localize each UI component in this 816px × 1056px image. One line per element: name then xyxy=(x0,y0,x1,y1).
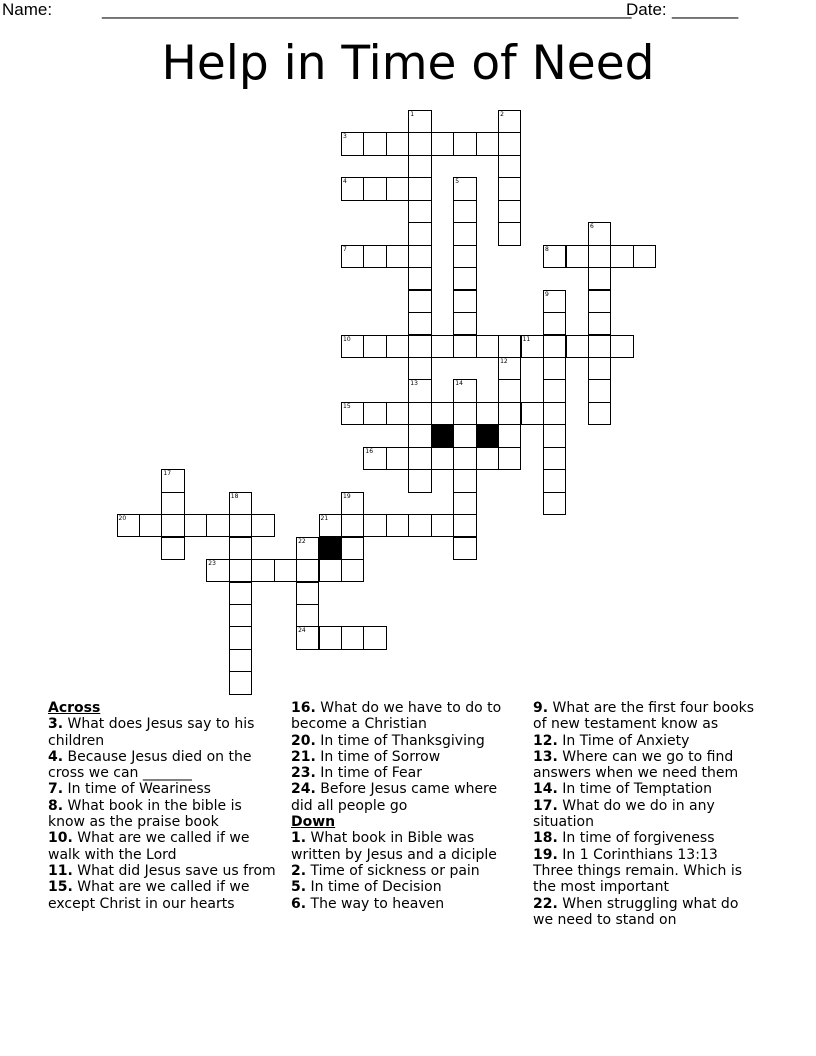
across-heading: Across xyxy=(48,700,101,716)
clue-number-4: 4 xyxy=(343,178,347,186)
grid-cell[interactable] xyxy=(588,267,611,290)
clue-across-7: 7. In time of Weariness xyxy=(48,781,211,798)
grid-cell[interactable] xyxy=(341,402,364,425)
grid-cell[interactable] xyxy=(363,177,386,200)
grid-cell[interactable] xyxy=(229,604,252,627)
grid-cell[interactable] xyxy=(543,424,566,447)
grid-cell[interactable] xyxy=(363,626,386,649)
clue-across-8: 8. What book in the bible is know as the praise book xyxy=(48,797,242,831)
grid-cell[interactable] xyxy=(386,402,409,425)
grid-cell[interactable] xyxy=(386,132,409,155)
grid-cell[interactable] xyxy=(453,335,476,358)
clue-across-16: 16. What do we have to do to become a Christian xyxy=(291,700,502,733)
grid-cell[interactable] xyxy=(498,379,521,402)
grid-cell[interactable] xyxy=(341,537,364,560)
grid-cell[interactable] xyxy=(408,245,431,268)
grid-cell[interactable] xyxy=(139,514,162,537)
clue-across-3: 3. What does Jesus say to his children xyxy=(48,716,255,749)
clue-across-24: 24. Before Jesus came where did all people go xyxy=(291,781,498,814)
grid-cell[interactable] xyxy=(363,514,386,537)
grid-cell[interactable] xyxy=(498,357,521,380)
grid-cell[interactable] xyxy=(453,447,476,470)
clue-number-23: 23 xyxy=(208,560,216,567)
clue-across-11: 11. What did Jesus save us from xyxy=(48,862,276,879)
down-heading: Down xyxy=(291,814,336,831)
grid-cell[interactable] xyxy=(453,492,476,515)
grid-cell[interactable] xyxy=(408,357,431,380)
name-label: Name: xyxy=(2,0,53,19)
clue-down-13: 13. Where can we go to find answers when we need them xyxy=(533,748,739,782)
grid-cell[interactable] xyxy=(386,514,409,537)
grid-cell[interactable] xyxy=(363,447,386,470)
grid-cell[interactable] xyxy=(386,447,409,470)
clue-column-2 xyxy=(291,700,519,912)
grid-cell[interactable] xyxy=(633,245,656,268)
grid-cell[interactable] xyxy=(274,559,297,582)
grid-cell[interactable] xyxy=(229,582,252,605)
grid-cell[interactable] xyxy=(498,402,521,425)
grid-cell[interactable] xyxy=(498,222,521,245)
black-cell xyxy=(319,537,342,560)
clue-number-17: 17 xyxy=(163,470,172,478)
clue-down-19: 19. In 1 Corinthians 13:13 Three things remain. Which is the most important xyxy=(533,846,743,896)
grid-cell[interactable] xyxy=(543,335,566,358)
grid-cell[interactable] xyxy=(408,132,431,155)
clue-number-5: 5 xyxy=(455,178,460,186)
grid-cell[interactable] xyxy=(341,559,364,582)
grid-cell[interactable] xyxy=(498,155,521,178)
clue-number-18: 18 xyxy=(230,492,239,500)
grid-cell[interactable] xyxy=(408,177,431,200)
clue-number-24: 24 xyxy=(298,627,306,635)
grid-cell[interactable] xyxy=(296,537,319,560)
grid-cell[interactable] xyxy=(453,132,476,155)
grid-cell[interactable] xyxy=(408,290,431,313)
grid-cell[interactable] xyxy=(229,671,252,694)
grid-cell[interactable] xyxy=(498,200,521,223)
grid-cell[interactable] xyxy=(431,132,454,155)
grid-cell[interactable] xyxy=(341,335,364,358)
grid-cell[interactable] xyxy=(341,245,364,268)
grid-cell[interactable] xyxy=(251,514,274,537)
grid-cell[interactable] xyxy=(161,514,184,537)
grid-cell[interactable] xyxy=(610,335,633,358)
clue-number-15: 15 xyxy=(343,402,351,410)
grid-cell[interactable] xyxy=(363,245,386,268)
clue-across-4: 4. Because Jesus died on the cross we can _______ xyxy=(48,748,252,782)
grid-cell[interactable] xyxy=(588,357,611,380)
grid-cell[interactable] xyxy=(453,537,476,560)
grid-cell[interactable] xyxy=(498,424,521,447)
grid-cell[interactable] xyxy=(408,155,431,178)
grid-cell[interactable] xyxy=(453,245,476,268)
clue-down-17: 17. What do we do in any situation xyxy=(533,797,715,831)
grid-cell[interactable] xyxy=(386,335,409,358)
clue-down-2: 2. Time of sickness or pain xyxy=(291,862,480,879)
grid-cell[interactable] xyxy=(341,514,364,537)
grid-cell[interactable] xyxy=(408,402,431,425)
grid-cell[interactable] xyxy=(476,402,499,425)
grid-cell[interactable] xyxy=(498,132,521,155)
grid-cell[interactable] xyxy=(453,514,476,537)
grid-cell[interactable] xyxy=(319,514,342,537)
grid-cell[interactable] xyxy=(408,447,431,470)
grid-cell[interactable] xyxy=(341,626,364,649)
grid-cell[interactable] xyxy=(543,379,566,402)
grid-cell[interactable] xyxy=(453,469,476,492)
grid-cell[interactable] xyxy=(408,267,431,290)
clue-number-6: 6 xyxy=(590,223,594,231)
clue-across-15: 15. What are we called if we except Christ in our hearts xyxy=(48,879,250,912)
grid-cell[interactable] xyxy=(588,290,611,313)
clue-number-12: 12 xyxy=(500,357,508,365)
clue-across-20: 20. In time of Thanksgiving xyxy=(291,732,485,749)
grid-cell[interactable] xyxy=(498,447,521,470)
grid-cell[interactable] xyxy=(408,379,431,402)
grid-cell[interactable] xyxy=(453,290,476,313)
clue-number-14: 14 xyxy=(455,380,463,388)
grid-cell[interactable] xyxy=(296,559,319,582)
clue-down-18: 18. In time of forgiveness xyxy=(533,830,715,847)
grid-cell[interactable] xyxy=(476,335,499,358)
grid-cell[interactable] xyxy=(161,492,184,515)
grid-cell[interactable] xyxy=(566,245,589,268)
grid-cell[interactable] xyxy=(453,312,476,335)
grid-cell[interactable] xyxy=(588,335,611,358)
grid-cell[interactable] xyxy=(408,424,431,447)
grid-cell[interactable] xyxy=(453,222,476,245)
grid-cell[interactable] xyxy=(408,514,431,537)
puzzle-title: Help in Time of Need xyxy=(161,36,655,91)
clue-number-3: 3 xyxy=(343,133,347,141)
clue-number-20: 20 xyxy=(118,515,127,523)
clue-column-3 xyxy=(533,700,761,928)
grid-cell[interactable] xyxy=(117,514,140,537)
grid-cell[interactable] xyxy=(408,222,431,245)
grid-cell[interactable] xyxy=(498,110,521,133)
grid-cell[interactable] xyxy=(386,177,409,200)
grid-cell[interactable] xyxy=(431,447,454,470)
grid-cell[interactable] xyxy=(408,110,431,133)
grid-cell[interactable] xyxy=(229,537,252,560)
grid-cell[interactable] xyxy=(566,335,589,358)
grid-cell[interactable] xyxy=(341,492,364,515)
grid-cell[interactable] xyxy=(543,492,566,515)
grid-cell[interactable] xyxy=(610,245,633,268)
clue-down-12: 12. In Time of Anxiety xyxy=(533,732,690,749)
grid-cell[interactable] xyxy=(161,469,184,492)
clue-down-1: 1. What book in Bible was written by Jesus and a diciple xyxy=(291,830,497,863)
clue-across-21: 21. In time of Sorrow xyxy=(291,748,441,765)
clue-down-9: 9. What are the first four books of new testament know as xyxy=(533,700,755,733)
name-blank[interactable]: ________________________________________________________ xyxy=(102,0,632,19)
grid-cell[interactable] xyxy=(588,245,611,268)
grid-cell[interactable] xyxy=(296,626,319,649)
grid-cell[interactable] xyxy=(206,559,229,582)
grid-cell[interactable] xyxy=(408,200,431,223)
grid-cell[interactable] xyxy=(453,267,476,290)
clue-number-10: 10 xyxy=(343,335,351,343)
clue-number-19: 19 xyxy=(343,492,351,500)
grid-cell[interactable] xyxy=(498,335,521,358)
grid-cell[interactable] xyxy=(431,335,454,358)
clue-down-22: 22. When struggling what do we need to stand on xyxy=(533,895,739,928)
grid-cell[interactable] xyxy=(229,492,252,515)
grid-cell[interactable] xyxy=(251,559,274,582)
clue-across-23: 23. In time of Fear xyxy=(291,765,422,782)
grid-cell[interactable] xyxy=(341,177,364,200)
grid-cell[interactable] xyxy=(363,132,386,155)
grid-cell[interactable] xyxy=(184,514,207,537)
clue-list xyxy=(0,700,816,1040)
clue-down-5: 5. In time of Decision xyxy=(291,879,442,896)
grid-cell[interactable] xyxy=(341,132,364,155)
grid-cell[interactable] xyxy=(453,424,476,447)
grid-cell[interactable] xyxy=(229,649,252,672)
clue-down-6: 6. The way to heaven xyxy=(291,895,445,912)
clue-number-16: 16 xyxy=(365,447,374,455)
grid-cell[interactable] xyxy=(543,402,566,425)
clue-number-2: 2 xyxy=(500,111,504,118)
grid-cell[interactable] xyxy=(543,245,566,268)
grid-cell[interactable] xyxy=(521,335,544,358)
clue-number-8: 8 xyxy=(545,245,549,253)
grid-cell[interactable] xyxy=(588,312,611,335)
grid-cell[interactable] xyxy=(476,132,499,155)
grid-cell[interactable] xyxy=(588,222,611,245)
grid-cell[interactable] xyxy=(431,402,454,425)
clue-number-7: 7 xyxy=(343,245,347,253)
grid-cell[interactable] xyxy=(453,177,476,200)
grid-cell[interactable] xyxy=(229,626,252,649)
grid-cell[interactable] xyxy=(453,379,476,402)
black-cell xyxy=(431,424,454,447)
grid-cell[interactable] xyxy=(229,559,252,582)
grid-cell[interactable] xyxy=(521,402,544,425)
grid-cell[interactable] xyxy=(408,469,431,492)
black-cell xyxy=(476,424,499,447)
grid-cell[interactable] xyxy=(296,582,319,605)
grid-cell[interactable] xyxy=(543,447,566,470)
grid-cell[interactable] xyxy=(161,537,184,560)
clue-number-1: 1 xyxy=(410,111,415,118)
grid-cell[interactable] xyxy=(543,357,566,380)
grid-cell[interactable] xyxy=(386,245,409,268)
grid-cell[interactable] xyxy=(363,402,386,425)
grid-cell[interactable] xyxy=(543,469,566,492)
grid-cell[interactable] xyxy=(319,559,342,582)
grid-cell[interactable] xyxy=(453,200,476,223)
grid-cell[interactable] xyxy=(476,447,499,470)
clue-number-22: 22 xyxy=(298,537,306,545)
grid-cell[interactable] xyxy=(408,335,431,358)
clue-number-11: 11 xyxy=(522,335,531,343)
grid-cell[interactable] xyxy=(543,290,566,313)
grid-cell[interactable] xyxy=(408,312,431,335)
grid-cell[interactable] xyxy=(296,604,319,627)
grid-cell[interactable] xyxy=(588,402,611,425)
clue-number-21: 21 xyxy=(320,515,329,523)
grid-cell[interactable] xyxy=(363,335,386,358)
grid-cell[interactable] xyxy=(498,177,521,200)
date-blank[interactable]: _______ xyxy=(672,0,739,19)
clue-number-13: 13 xyxy=(410,380,418,388)
clue-across-10: 10. What are we called if we walk with the Lord xyxy=(48,830,250,863)
grid-cell[interactable] xyxy=(543,312,566,335)
grid-cell[interactable] xyxy=(206,514,229,537)
grid-cell[interactable] xyxy=(319,626,342,649)
clue-number-9: 9 xyxy=(545,290,549,298)
clue-down-14: 14. In time of Temptation xyxy=(533,781,712,798)
date-label: Date: xyxy=(626,0,667,19)
grid-cell[interactable] xyxy=(588,379,611,402)
grid-cell[interactable] xyxy=(229,514,252,537)
grid-cell[interactable] xyxy=(431,514,454,537)
clue-column-1 xyxy=(48,700,278,912)
grid-cell[interactable] xyxy=(453,402,476,425)
